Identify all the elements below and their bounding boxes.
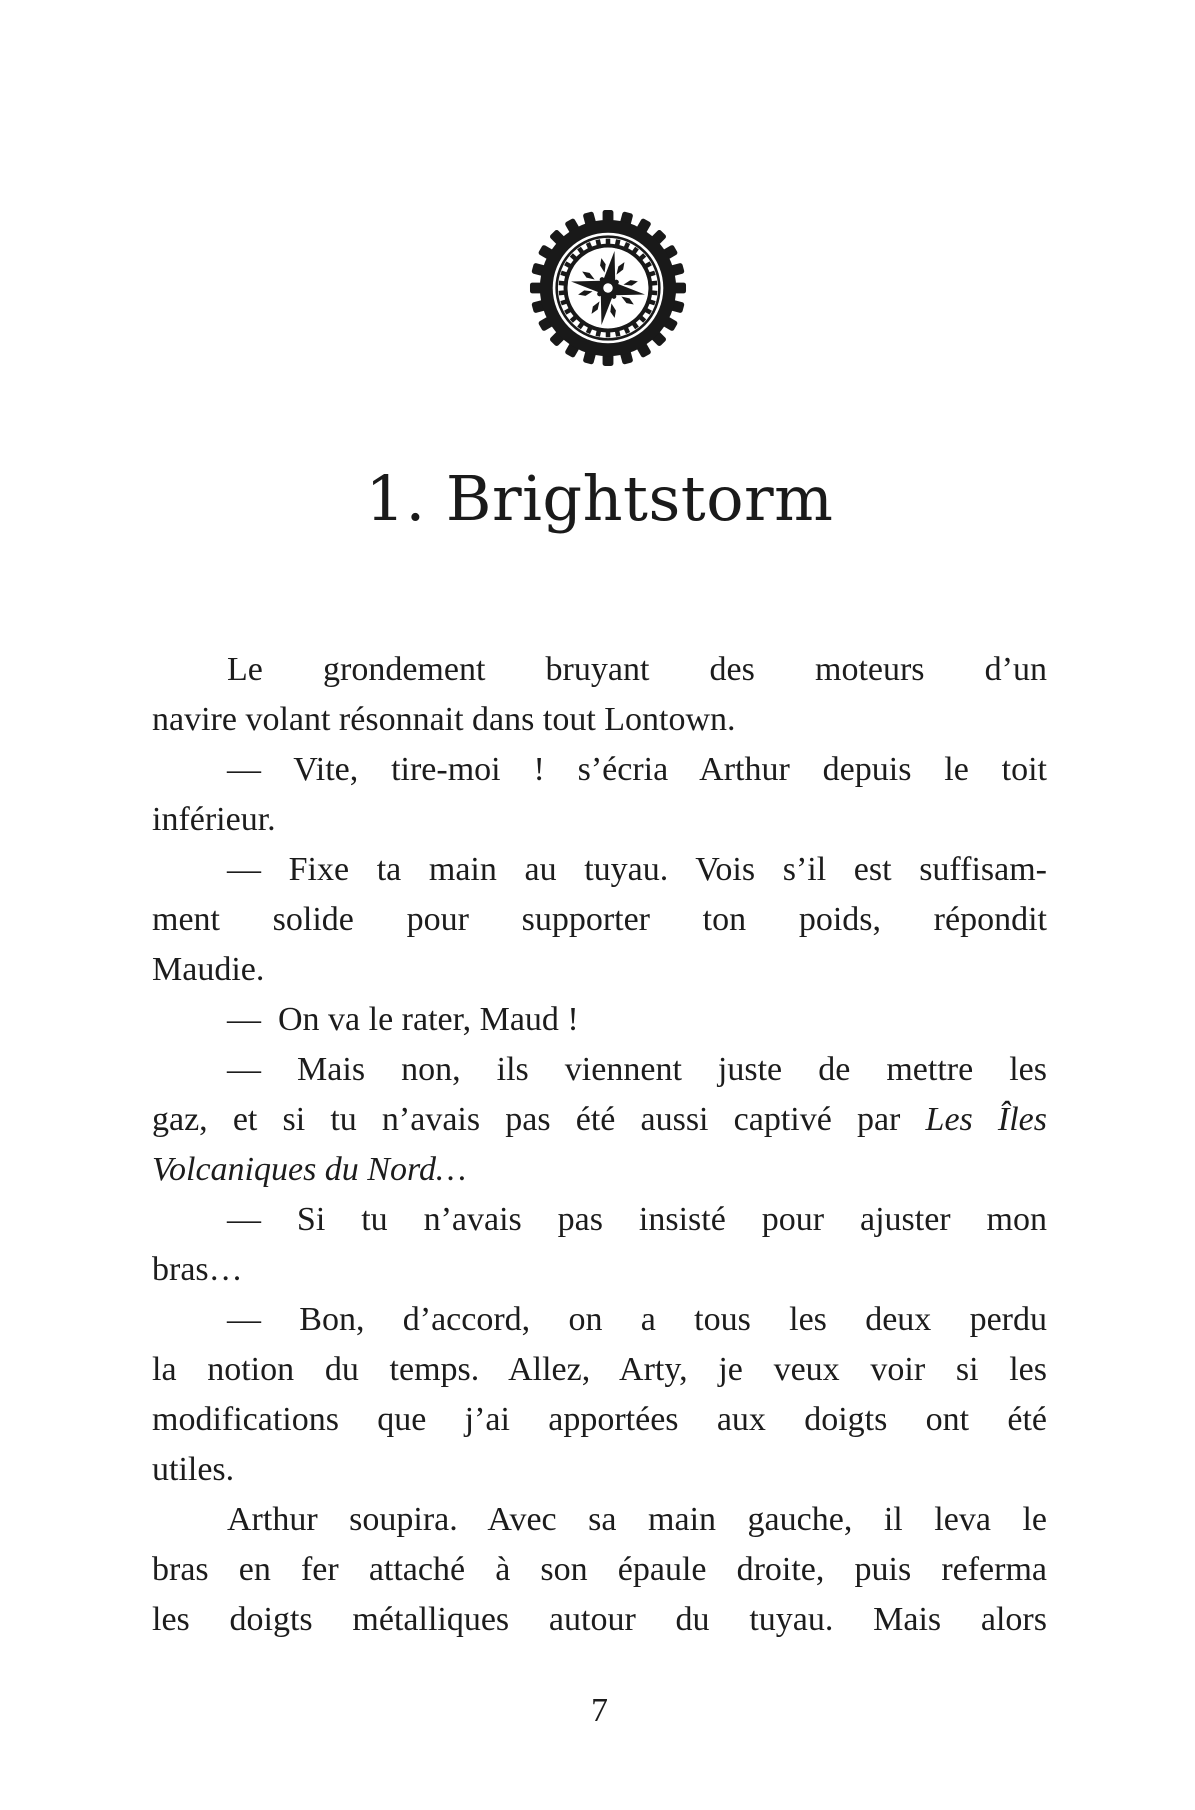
body-line	[152, 1145, 1047, 1195]
body-line	[152, 845, 1047, 895]
body-line	[152, 1395, 1047, 1445]
body-line	[152, 995, 1047, 1045]
body-line	[152, 795, 1047, 845]
text-run: bras…	[152, 1251, 243, 1288]
body-line	[152, 745, 1047, 795]
text-run: — On va le rater, Maud !	[227, 1001, 579, 1038]
text-run: Maudie.	[152, 951, 265, 988]
text-run: — Vite, tire-moi ! s’écria Arthur depuis le toit	[227, 751, 1047, 788]
body-line	[152, 945, 1047, 995]
text-run: ment solide pour supporter ton poids, répondit	[152, 901, 1047, 938]
body-line	[152, 1045, 1047, 1095]
chapter-title: 1. Brightstorm	[365, 462, 834, 535]
body-line	[152, 1245, 1047, 1295]
body-line	[152, 1445, 1047, 1495]
text-run: modifications que j’ai apportées aux doigts ont été	[152, 1401, 1047, 1438]
page-number: 7	[591, 1692, 608, 1729]
body-line	[152, 1295, 1047, 1345]
text-run: la notion du temps. Allez, Arty, je veux voir si les	[152, 1351, 1047, 1388]
body-line	[152, 1345, 1047, 1395]
italic-text-run: Volcaniques du Nord…	[152, 1151, 467, 1188]
text-run: — Bon, d’accord, on a tous les deux perdu	[227, 1301, 1047, 1338]
chapter-body	[152, 645, 1047, 1645]
text-run: Le grondement bruyant des moteurs d’un	[227, 651, 1047, 688]
text-run: navire volant résonnait dans tout Lontown.	[152, 701, 736, 738]
body-line	[152, 645, 1047, 695]
body-line	[152, 1595, 1047, 1645]
text-run: les doigts métalliques autour du tuyau. Mais alors	[152, 1601, 1047, 1638]
text-run: bras en fer attaché à son épaule droite, puis referma	[152, 1551, 1047, 1588]
body-line	[152, 895, 1047, 945]
body-line	[152, 1195, 1047, 1245]
body-line	[152, 1095, 1047, 1145]
italic-text-run: Les Îles	[925, 1101, 1047, 1138]
text-run: Arthur soupira. Avec sa main gauche, il leva le	[227, 1501, 1047, 1538]
text-run: gaz, et si tu n’avais pas été aussi captivé par	[152, 1101, 926, 1138]
text-run: — Mais non, ils viennent juste de mettre les	[227, 1051, 1047, 1088]
text-run: — Fixe ta main au tuyau. Vois s’il est suffisam-	[227, 851, 1047, 888]
text-run: utiles.	[152, 1451, 235, 1488]
text-run: inférieur.	[152, 801, 276, 838]
gear-compass-ornament	[529, 209, 687, 367]
text-run: — Si tu n’avais pas insisté pour ajuster mon	[227, 1201, 1047, 1238]
body-line	[152, 1545, 1047, 1595]
body-line	[152, 695, 1047, 745]
body-line	[152, 1495, 1047, 1545]
